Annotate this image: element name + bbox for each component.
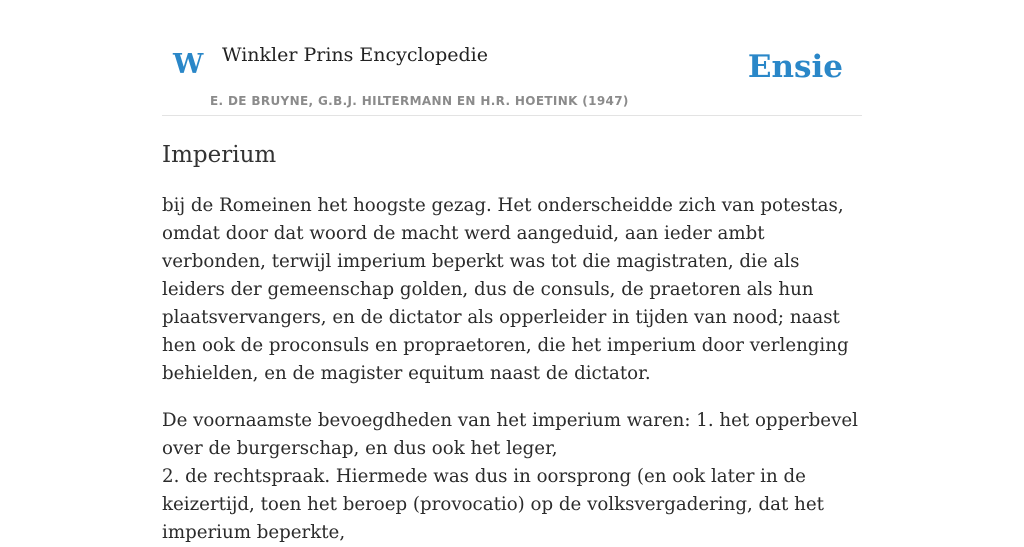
page bbox=[162, 0, 862, 547]
site-header bbox=[162, 0, 862, 116]
winkler-prins-logo[interactable]: W bbox=[173, 49, 204, 80]
entry-line: De voornaamste bevoegdheden van het imperium waren: 1. het opperbevel over de burgerschap, en dus ook het leger, bbox=[162, 409, 858, 459]
entry-title: Imperium bbox=[162, 142, 277, 168]
publication-title[interactable]: Winkler Prins Encyclopedie bbox=[222, 44, 488, 66]
publication-authors: E. DE BRUYNE, G.B.J. HILTERMANN EN H.R. HOETINK (1947) bbox=[210, 94, 629, 108]
entry-paragraph: bij de Romeinen het hoogste gezag. Het onderscheidde zich van potestas, omdat door dat woord de macht werd aangeduid, aan ieder ambt verbonden, terwijl imperium beperkt was tot die magistraten, die als leiders der gemeenschap golden, dus de consuls, de praetoren als hun plaatsvervangers, en de dictator als opperleider in tijden van nood; naast hen ook de proconsuls en propraetoren, die het imperium door verlenging behielden, en de magister equitum naast de dictator. bbox=[162, 194, 849, 384]
entry-paragraph bbox=[162, 407, 862, 547]
ensie-logo[interactable]: Ensie bbox=[747, 49, 843, 85]
entry-line: 2. de rechtspraak. Hiermede was dus in oorsprong (en ook later in de keizertijd, toen het beroep (provocatio) op de volksvergadering, dat het imperium beperkte, bbox=[162, 465, 824, 543]
